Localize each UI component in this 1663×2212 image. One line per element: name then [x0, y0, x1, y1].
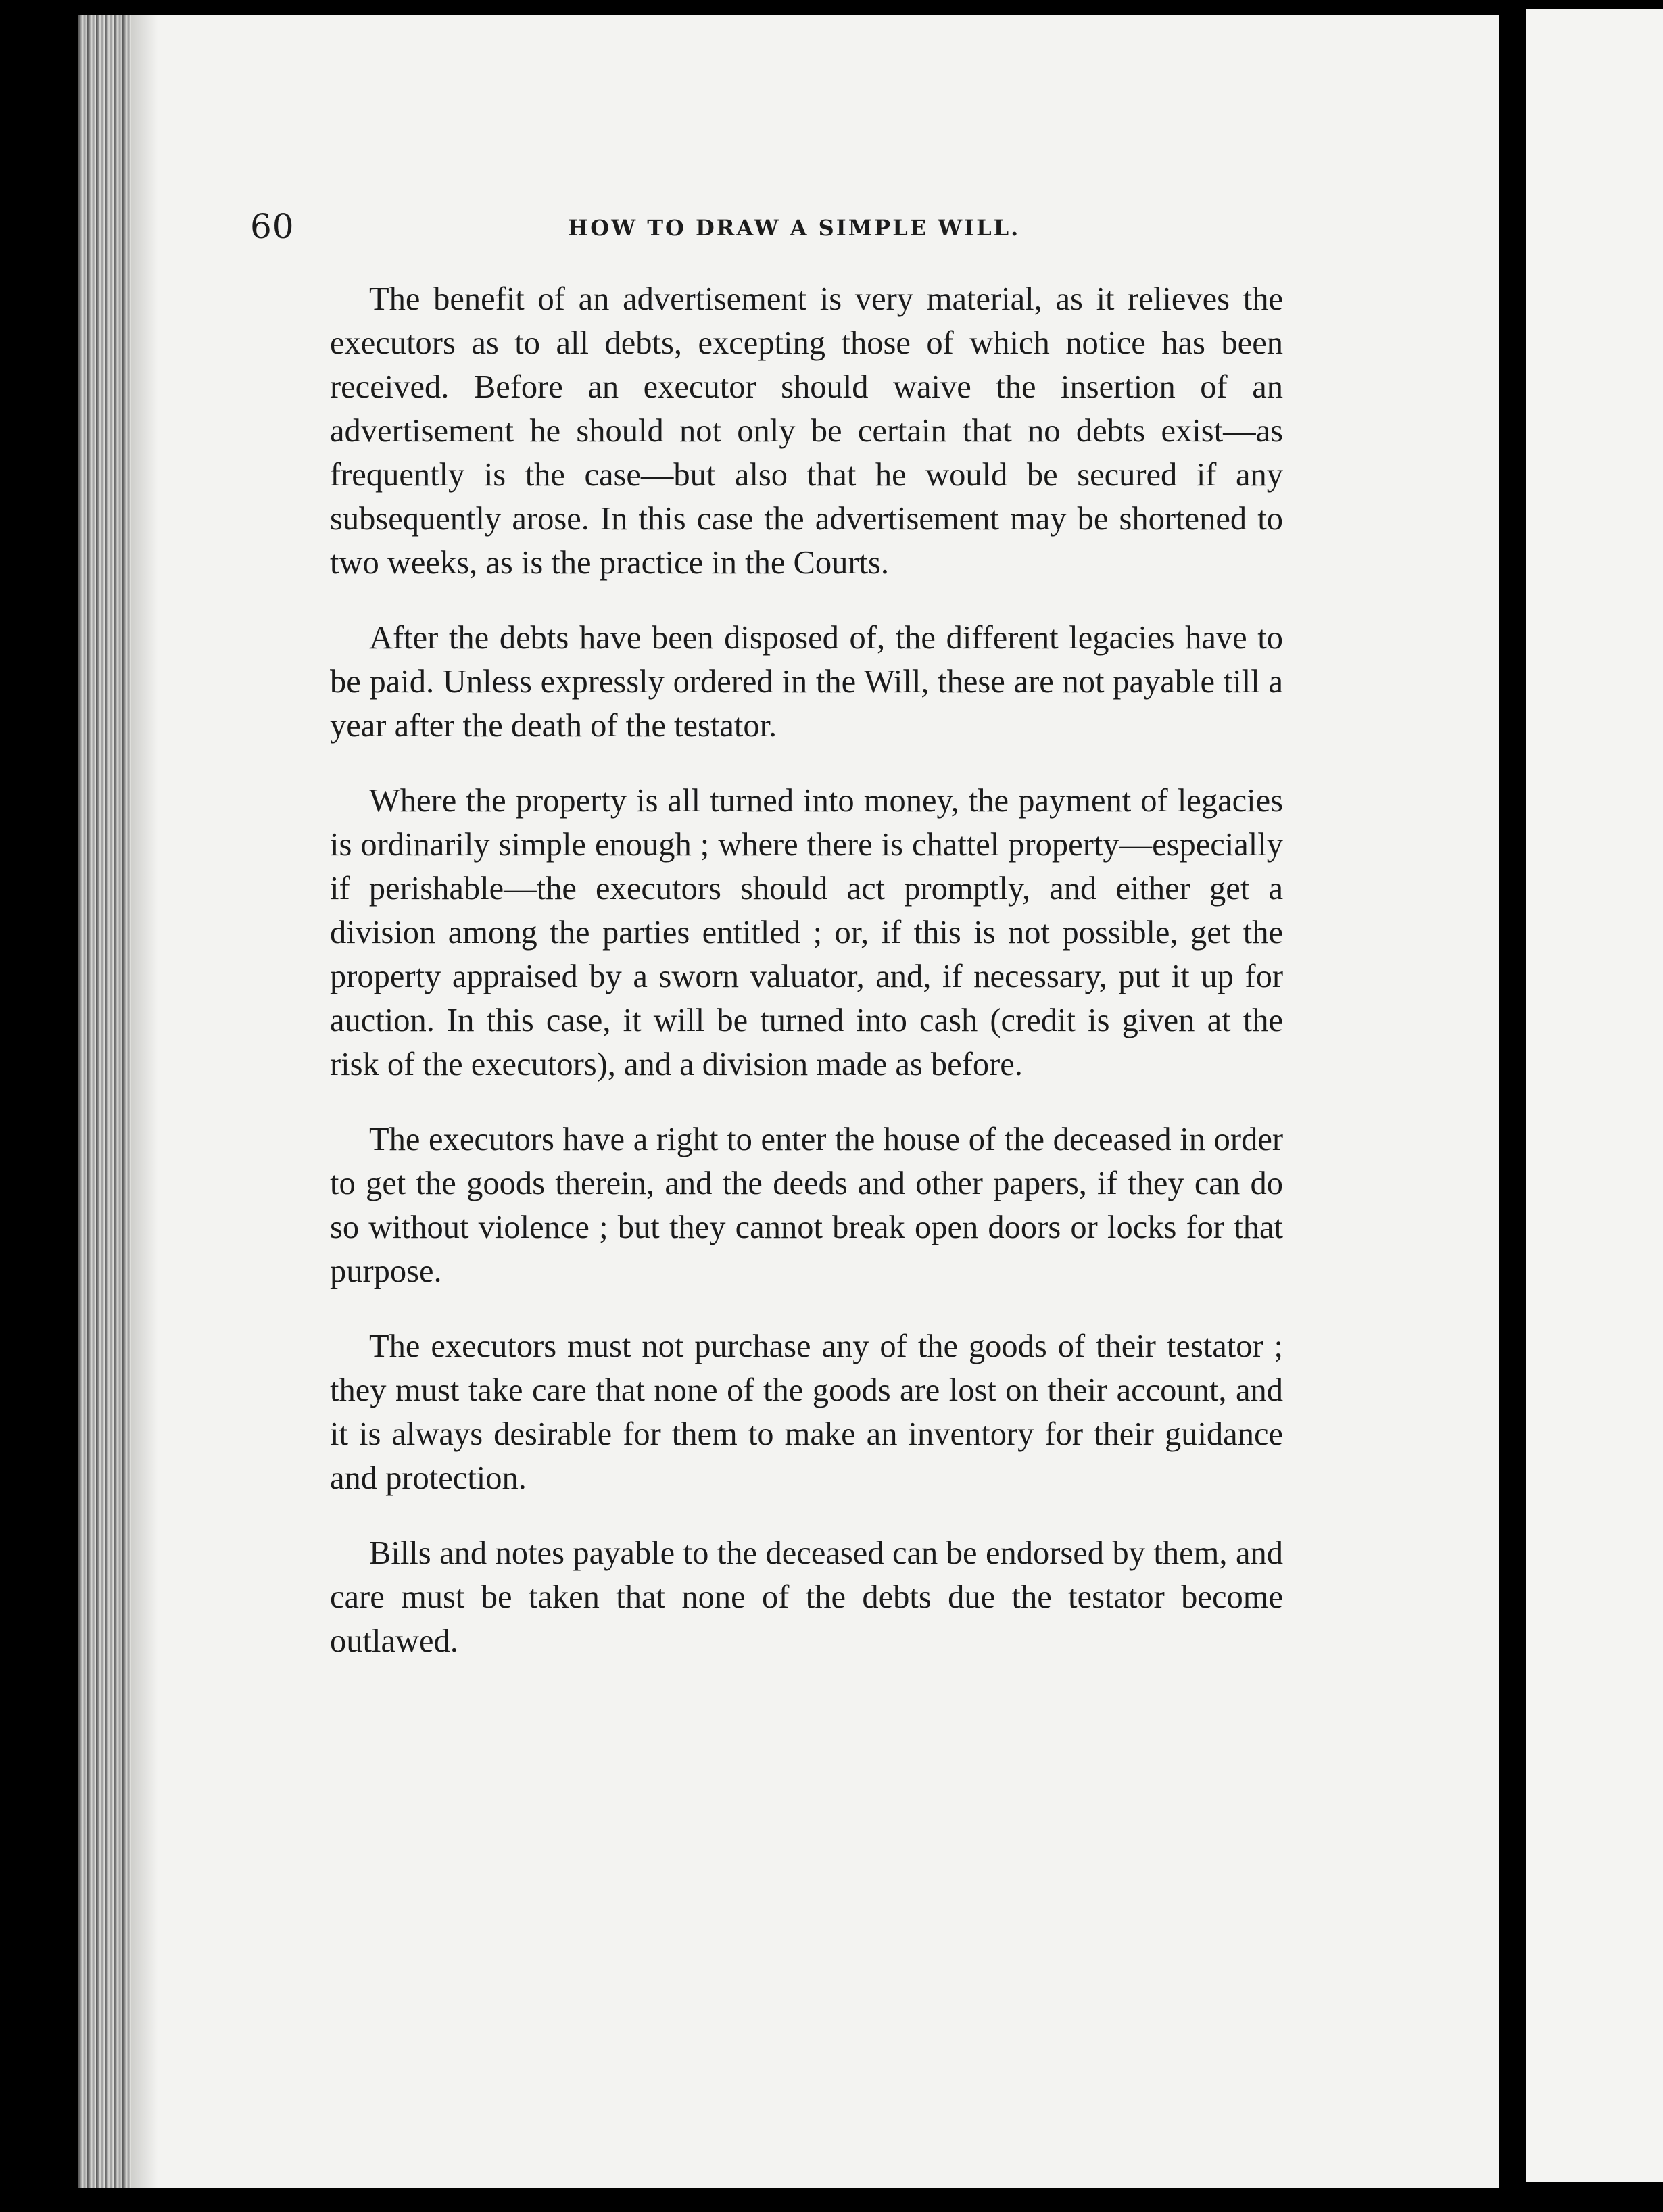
- page-stack-edges: [78, 15, 131, 2188]
- paragraph-advertisement: The benefit of an advertisement is very material, as it relieves the executors as to all debts, excepting those of which notice has been received. Before an executor should waive the insertion of an advertisement he should not only be certain that no debts exist—as frequently is the case—but also that he would be secured if any subsequently arose. In this case the advertisement may be shortened to two weeks, as is the practice in the Courts.: [330, 281, 1283, 581]
- body-text: [330, 277, 1283, 1694]
- spine-gap: [1499, 0, 1526, 2212]
- facing-page-edge: [1526, 9, 1663, 2182]
- page-number: 60: [250, 207, 295, 246]
- paragraph-legacies: After the debts have been disposed of, the different legacies have to be paid. Unless expressly ordered in the Will, these are not payable till a year after the death of the testator.: [330, 620, 1283, 744]
- running-title: HOW TO DRAW A SIMPLE WILL.: [568, 215, 1021, 241]
- paragraph-house-entry: The executors have a right to enter the house of the deceased in order to get the goods therein, and the deeds and other papers, if they can do so without violence ; but they cannot break open doors or locks for that purpose.: [330, 1122, 1283, 1289]
- page-header: [250, 207, 1291, 247]
- paragraph-purchase: The executors must not purchase any of the goods of their testator ; they must take care that none of the goods are lost on their account, and it is always desirable for them to make an inventory for their guidance and protection.: [330, 1328, 1283, 1496]
- paragraph-bills-notes: Bills and notes payable to the deceased can be endorsed by them, and care must be taken that none of the debts due the testator become outlawed.: [330, 1535, 1283, 1659]
- page-edge-shadow: [131, 15, 158, 2188]
- paragraph-property: Where the property is all turned into money, the payment of legacies is ordinarily simple enough ; where there is chattel property—especially if perishable—the executors should act promptly, and either get a division among the parties entitled ; or, if this is not possible, get the property appraised by a sworn valuator, and, if necessary, put it up for auction. In this case, it will be turned into cash (credit is given at the risk of the executors), and a division made as before.: [330, 783, 1283, 1082]
